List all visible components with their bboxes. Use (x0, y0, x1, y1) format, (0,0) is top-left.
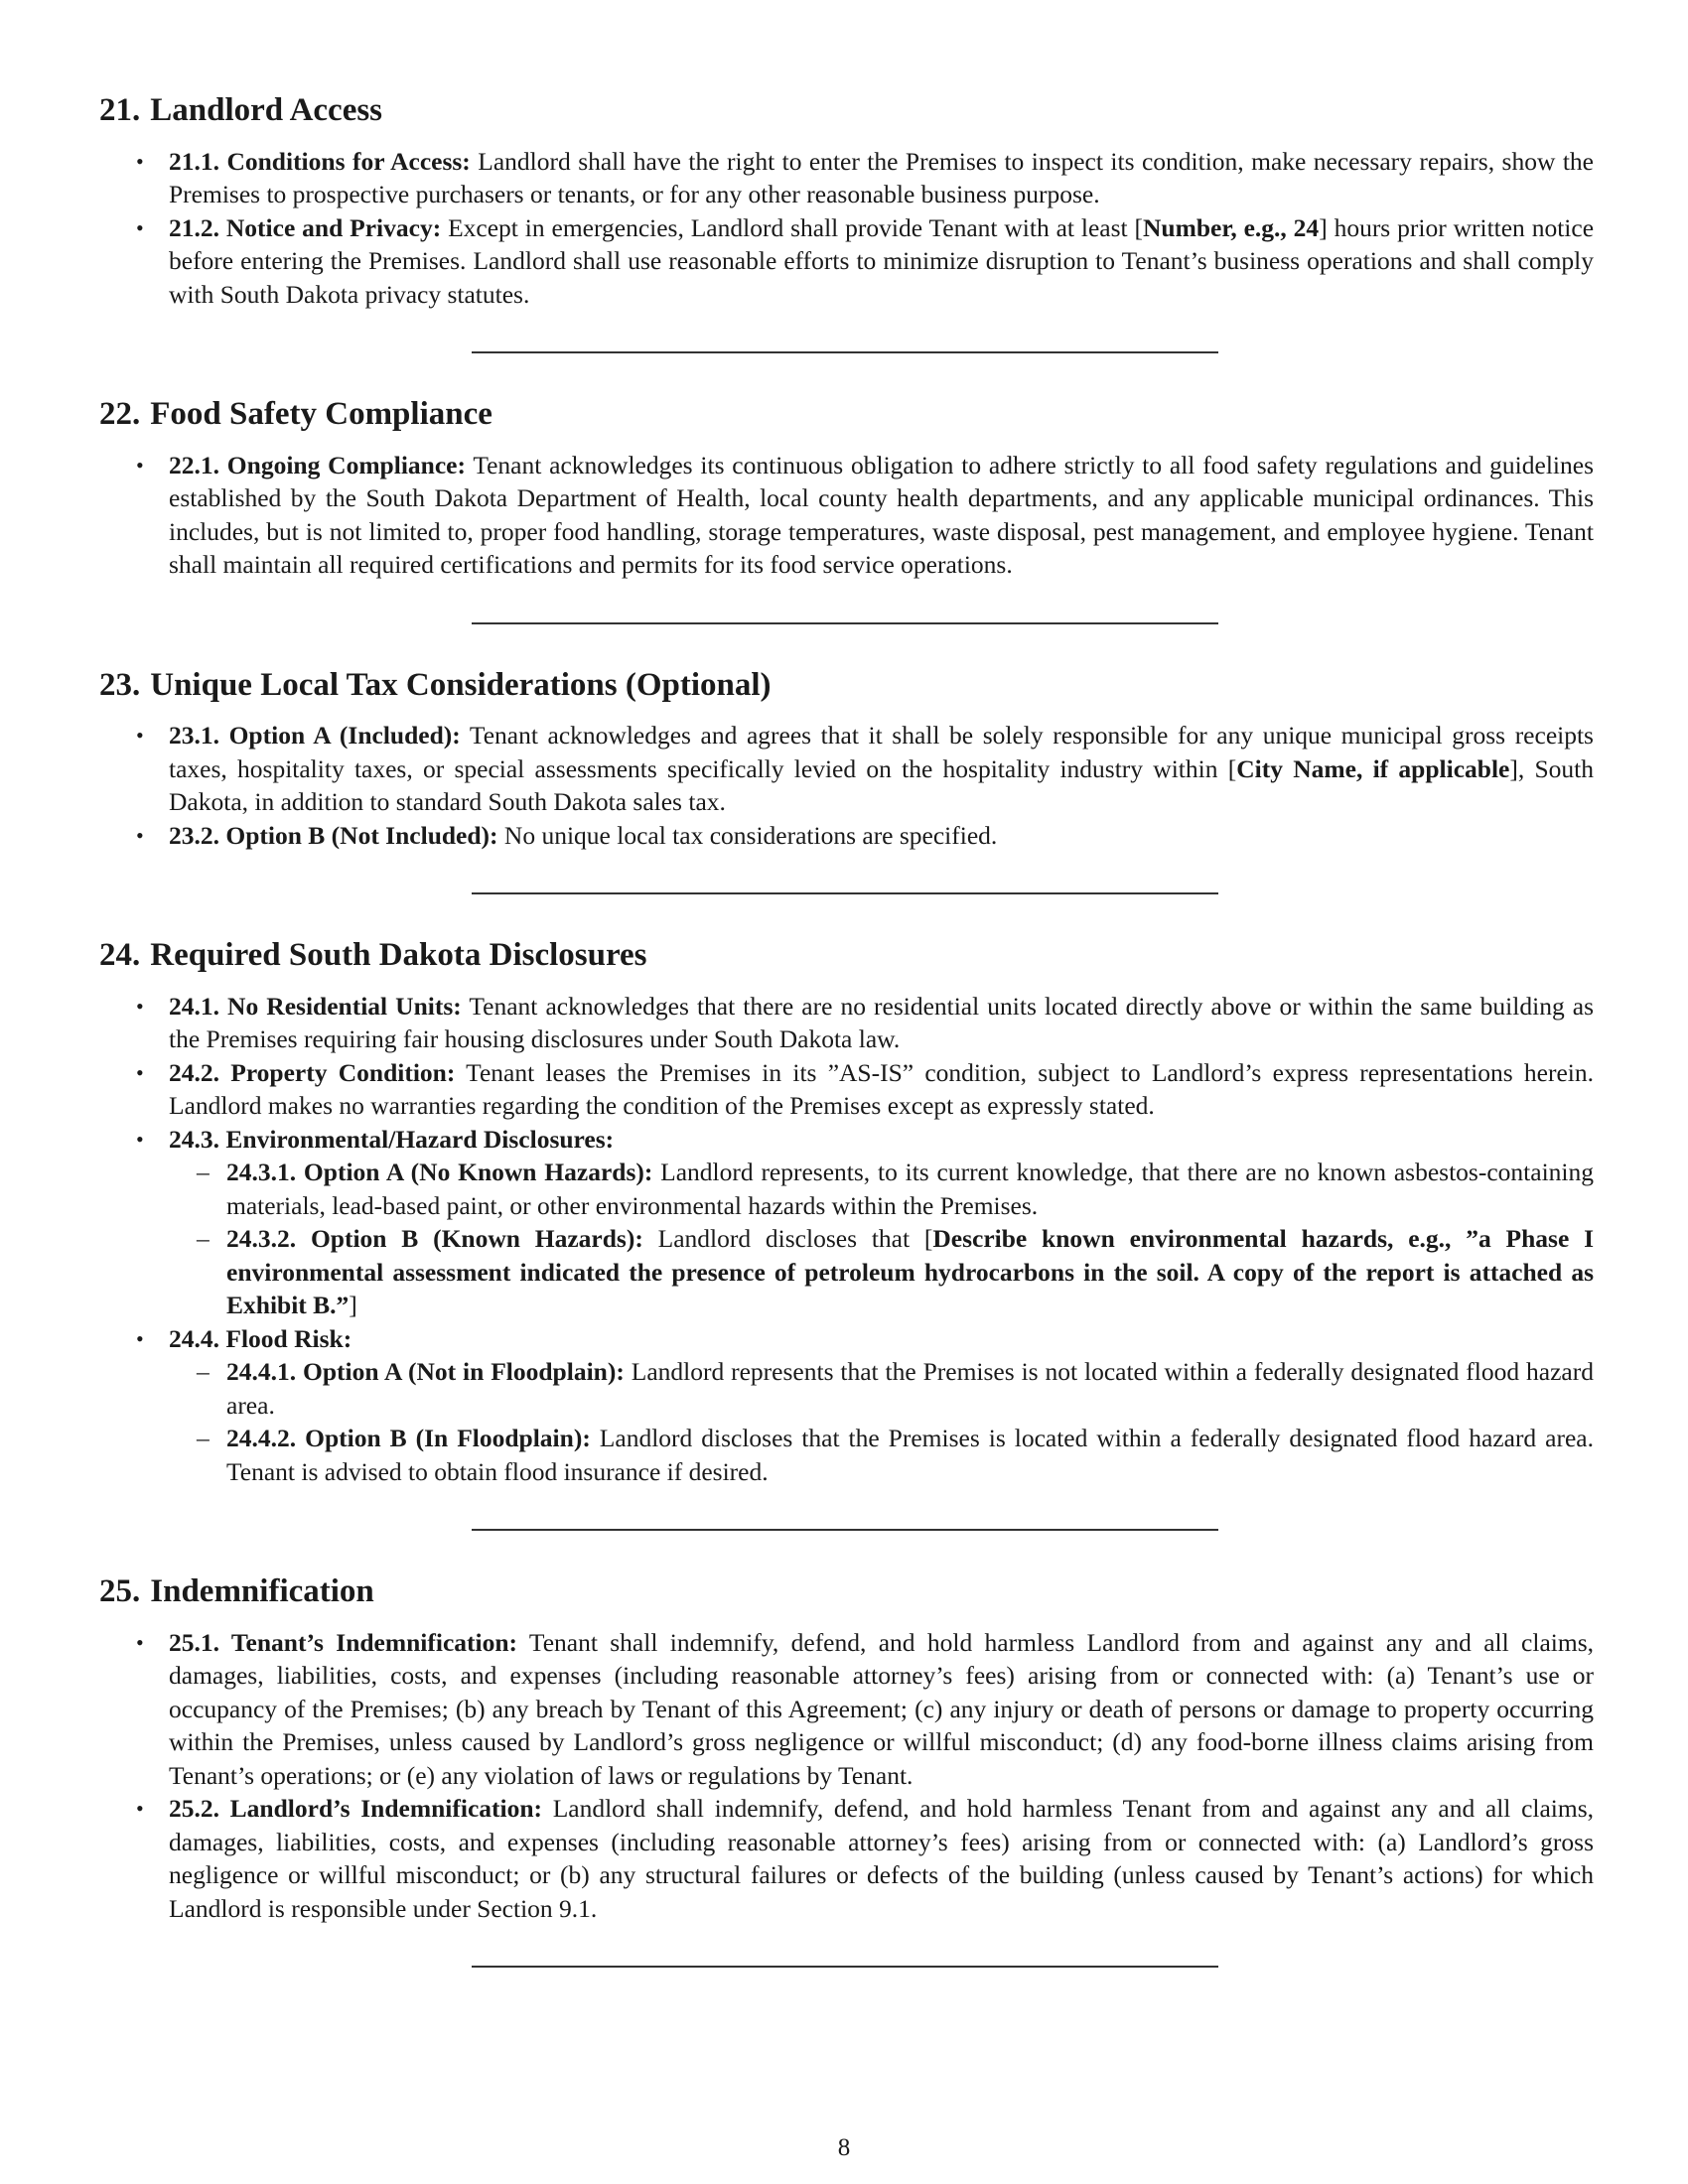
dash-icon: – (197, 1424, 210, 1453)
section-number: 25. (99, 1573, 141, 1610)
subclause-item (169, 1422, 1594, 1488)
section-number: 22. (99, 396, 141, 433)
subclause-item (169, 1355, 1594, 1422)
page-content (99, 91, 1594, 1968)
clause-label: 24.1. No Residential Units: (169, 991, 462, 1021)
clause-label: 24.2. Property Condition: (169, 1057, 456, 1087)
placeholder-field: Describe known environmental hazards, e.g., ”a Phase I environmental assessment indicated the presence of petroleum hydrocarbons in the soil. A copy of the report is attached as Exhibit B.” (226, 1224, 1594, 1320)
clause-list (99, 990, 1594, 1489)
bullet-icon: • (136, 1126, 144, 1152)
clause-text: ], South Dakota, in addition to standard South Dakota sales tax. (169, 753, 1594, 817)
section-heading (99, 666, 1594, 706)
section-number: 21. (99, 92, 141, 128)
bullet-icon: • (136, 1796, 144, 1822)
clause-label: 24.4.2. Option B (In Floodplain): (226, 1424, 591, 1453)
clause-label: 25.1. Tenant’s Indemnification: (169, 1627, 518, 1657)
clause-text: Tenant acknowledges and agrees that it shall be solely responsible for any unique municipal gross receipts taxes, hospitality taxes, or special assessments specifically levied on the hospitality industry within [ (169, 721, 1594, 783)
clause-item (99, 1792, 1594, 1925)
section-21 (99, 91, 1594, 311)
clause-item (99, 1123, 1594, 1322)
clause-item (99, 819, 1594, 853)
clause-label: 24.4.1. Option A (Not in Floodplain): (226, 1357, 625, 1387)
clause-label: 23.1. Option A (Included): (169, 721, 461, 751)
clause-text: Landlord discloses that [ (642, 1224, 933, 1254)
placeholder-field: City Name, if applicable (1236, 753, 1510, 783)
clause-item (99, 990, 1594, 1056)
section-heading (99, 395, 1594, 435)
section-title: Required South Dakota Disclosures (150, 937, 647, 974)
clause-label: 22.1. Ongoing Compliance: (169, 450, 466, 479)
clause-label: 21.2. Notice and Privacy: (169, 212, 442, 242)
clause-text: ] hours prior written notice before entering the Premises. Landlord shall use reasonable efforts to minimize disruption to Tenant’s business operations and shall comply with South Dakota privacy statutes. (169, 212, 1595, 309)
bullet-icon: • (136, 723, 144, 749)
clause-text: No unique local tax considerations are specified. (497, 820, 998, 850)
section-title: Landlord Access (150, 92, 383, 128)
clause-label: 24.3.2. Option B (Known Hazards): (226, 1224, 643, 1254)
bullet-icon: • (136, 214, 144, 240)
section-24 (99, 936, 1594, 1488)
clause-list (99, 1626, 1594, 1926)
clause-text: Except in emergencies, Landlord shall provide Tenant with at least [ (441, 212, 1144, 242)
section-23 (99, 666, 1594, 853)
clause-item (99, 211, 1594, 312)
clause-label: 25.2. Landlord’s Indemnification: (169, 1794, 543, 1824)
section-number: 23. (99, 666, 141, 703)
bullet-icon: • (136, 1325, 144, 1351)
clause-text: ] (349, 1291, 357, 1320)
clause-text: Tenant leases the Premises in its ”AS-IS” condition, subject to Landlord’s express representations herein. Landlord makes no warranties regarding the condition of the Premises except as expressly stated. (169, 1057, 1594, 1121)
section-22 (99, 395, 1594, 582)
bullet-icon: • (136, 148, 144, 174)
placeholder-field: Number, e.g., 24 (1143, 212, 1320, 242)
section-heading (99, 91, 1594, 131)
clause-list (99, 145, 1594, 312)
clause-item (99, 719, 1594, 819)
bullet-icon: • (136, 1059, 144, 1085)
dash-icon: – (197, 1224, 210, 1254)
clause-label: 21.1. Conditions for Access: (169, 146, 471, 176)
section-title: Food Safety Compliance (150, 396, 492, 433)
clause-item (99, 1322, 1594, 1489)
bullet-icon: • (136, 1629, 144, 1655)
clause-item (99, 1626, 1594, 1793)
section-divider (472, 1966, 1218, 1968)
clause-label: 24.3.1. Option A (No Known Hazards): (226, 1158, 653, 1187)
bullet-icon: • (136, 452, 144, 478)
clause-list (99, 449, 1594, 582)
subclause-item (169, 1156, 1594, 1222)
page-number: 8 (837, 2134, 851, 2161)
section-25 (99, 1572, 1594, 1925)
bullet-icon: • (136, 822, 144, 848)
clause-item (99, 449, 1594, 582)
clause-text: Tenant shall indemnify, defend, and hold harmless Landlord from and against any and all claims, damages, liabilities, costs, and expenses (including reasonable attorney’s fees) arising from or connected with: (a) Tenant’s use or occupancy of the Premises; (b) any breach by Tenant of this Agreement; (c) any injury or death of persons or damage to property occurring within the Premises, unless caused by Landlord’s gross negligence or willful misconduct; (d) any food-borne illness claims arising from Tenant’s operations; or (e) any violation of laws or regulations by Tenant. (169, 1627, 1594, 1790)
section-title: Indemnification (150, 1573, 374, 1610)
clause-text: Tenant acknowledges that there are no residential units located directly above or within the same building as the Premises requiring fair housing disclosures under South Dakota law. (169, 991, 1594, 1054)
clause-text: Tenant acknowledges its continuous obligation to adhere strictly to all food safety regulations and guidelines established by the South Dakota Department of Health, local county health departments, and any applicable municipal ordinances. This includes, but is not limited to, proper food handling, storage temperatures, waste disposal, pest management, and employee hygiene. Tenant shall maintain all required certifications and permits for its food service operations. (169, 450, 1594, 580)
section-number: 24. (99, 937, 141, 974)
clause-label: 24.3. Environmental/Hazard Disclosures: (169, 1124, 615, 1154)
clause-item (99, 1056, 1594, 1123)
clause-text: Landlord represents that the Premises is not located within a federally designated flood hazard area. (226, 1357, 1594, 1420)
bullet-icon: • (136, 993, 144, 1019)
subclause-list (169, 1355, 1594, 1488)
section-heading (99, 1572, 1594, 1612)
dash-icon: – (197, 1158, 210, 1187)
clause-text: Landlord discloses that the Premises is located within a federally designated flood hazard area. Tenant is advised to obtain flood insurance if desired. (226, 1424, 1594, 1486)
clause-list (99, 719, 1594, 852)
subclause-item (169, 1222, 1594, 1322)
clause-label: 24.4. Flood Risk: (169, 1323, 352, 1353)
section-heading (99, 936, 1594, 976)
clause-text: Landlord shall indemnify, defend, and hold harmless Tenant from and against any and all claims, damages, liabilities, costs, and expenses (including reasonable attorney’s fees) arising from or connected with: (a) Landlord’s gross negligence or willful misconduct; or (b) any structural failures or defects of the building (unless caused by Tenant’s actions) for which Landlord is responsible under Section 9.1. (169, 1794, 1595, 1923)
subclause-list (169, 1156, 1594, 1322)
section-title: Unique Local Tax Considerations (Optional) (150, 666, 772, 703)
dash-icon: – (197, 1357, 210, 1387)
clause-label: 23.2. Option B (Not Included): (169, 820, 498, 850)
clause-text: Landlord represents, to its current knowledge, that there are no known asbestos-containing materials, lead-based paint, or other environmental hazards within the Premises. (226, 1158, 1594, 1220)
clause-item (99, 145, 1594, 211)
clause-text: Landlord shall have the right to enter the Premises to inspect its condition, make necessary repairs, show the Premises to prospective purchasers or tenants, or for any other reasonable business purpose. (169, 146, 1594, 209)
